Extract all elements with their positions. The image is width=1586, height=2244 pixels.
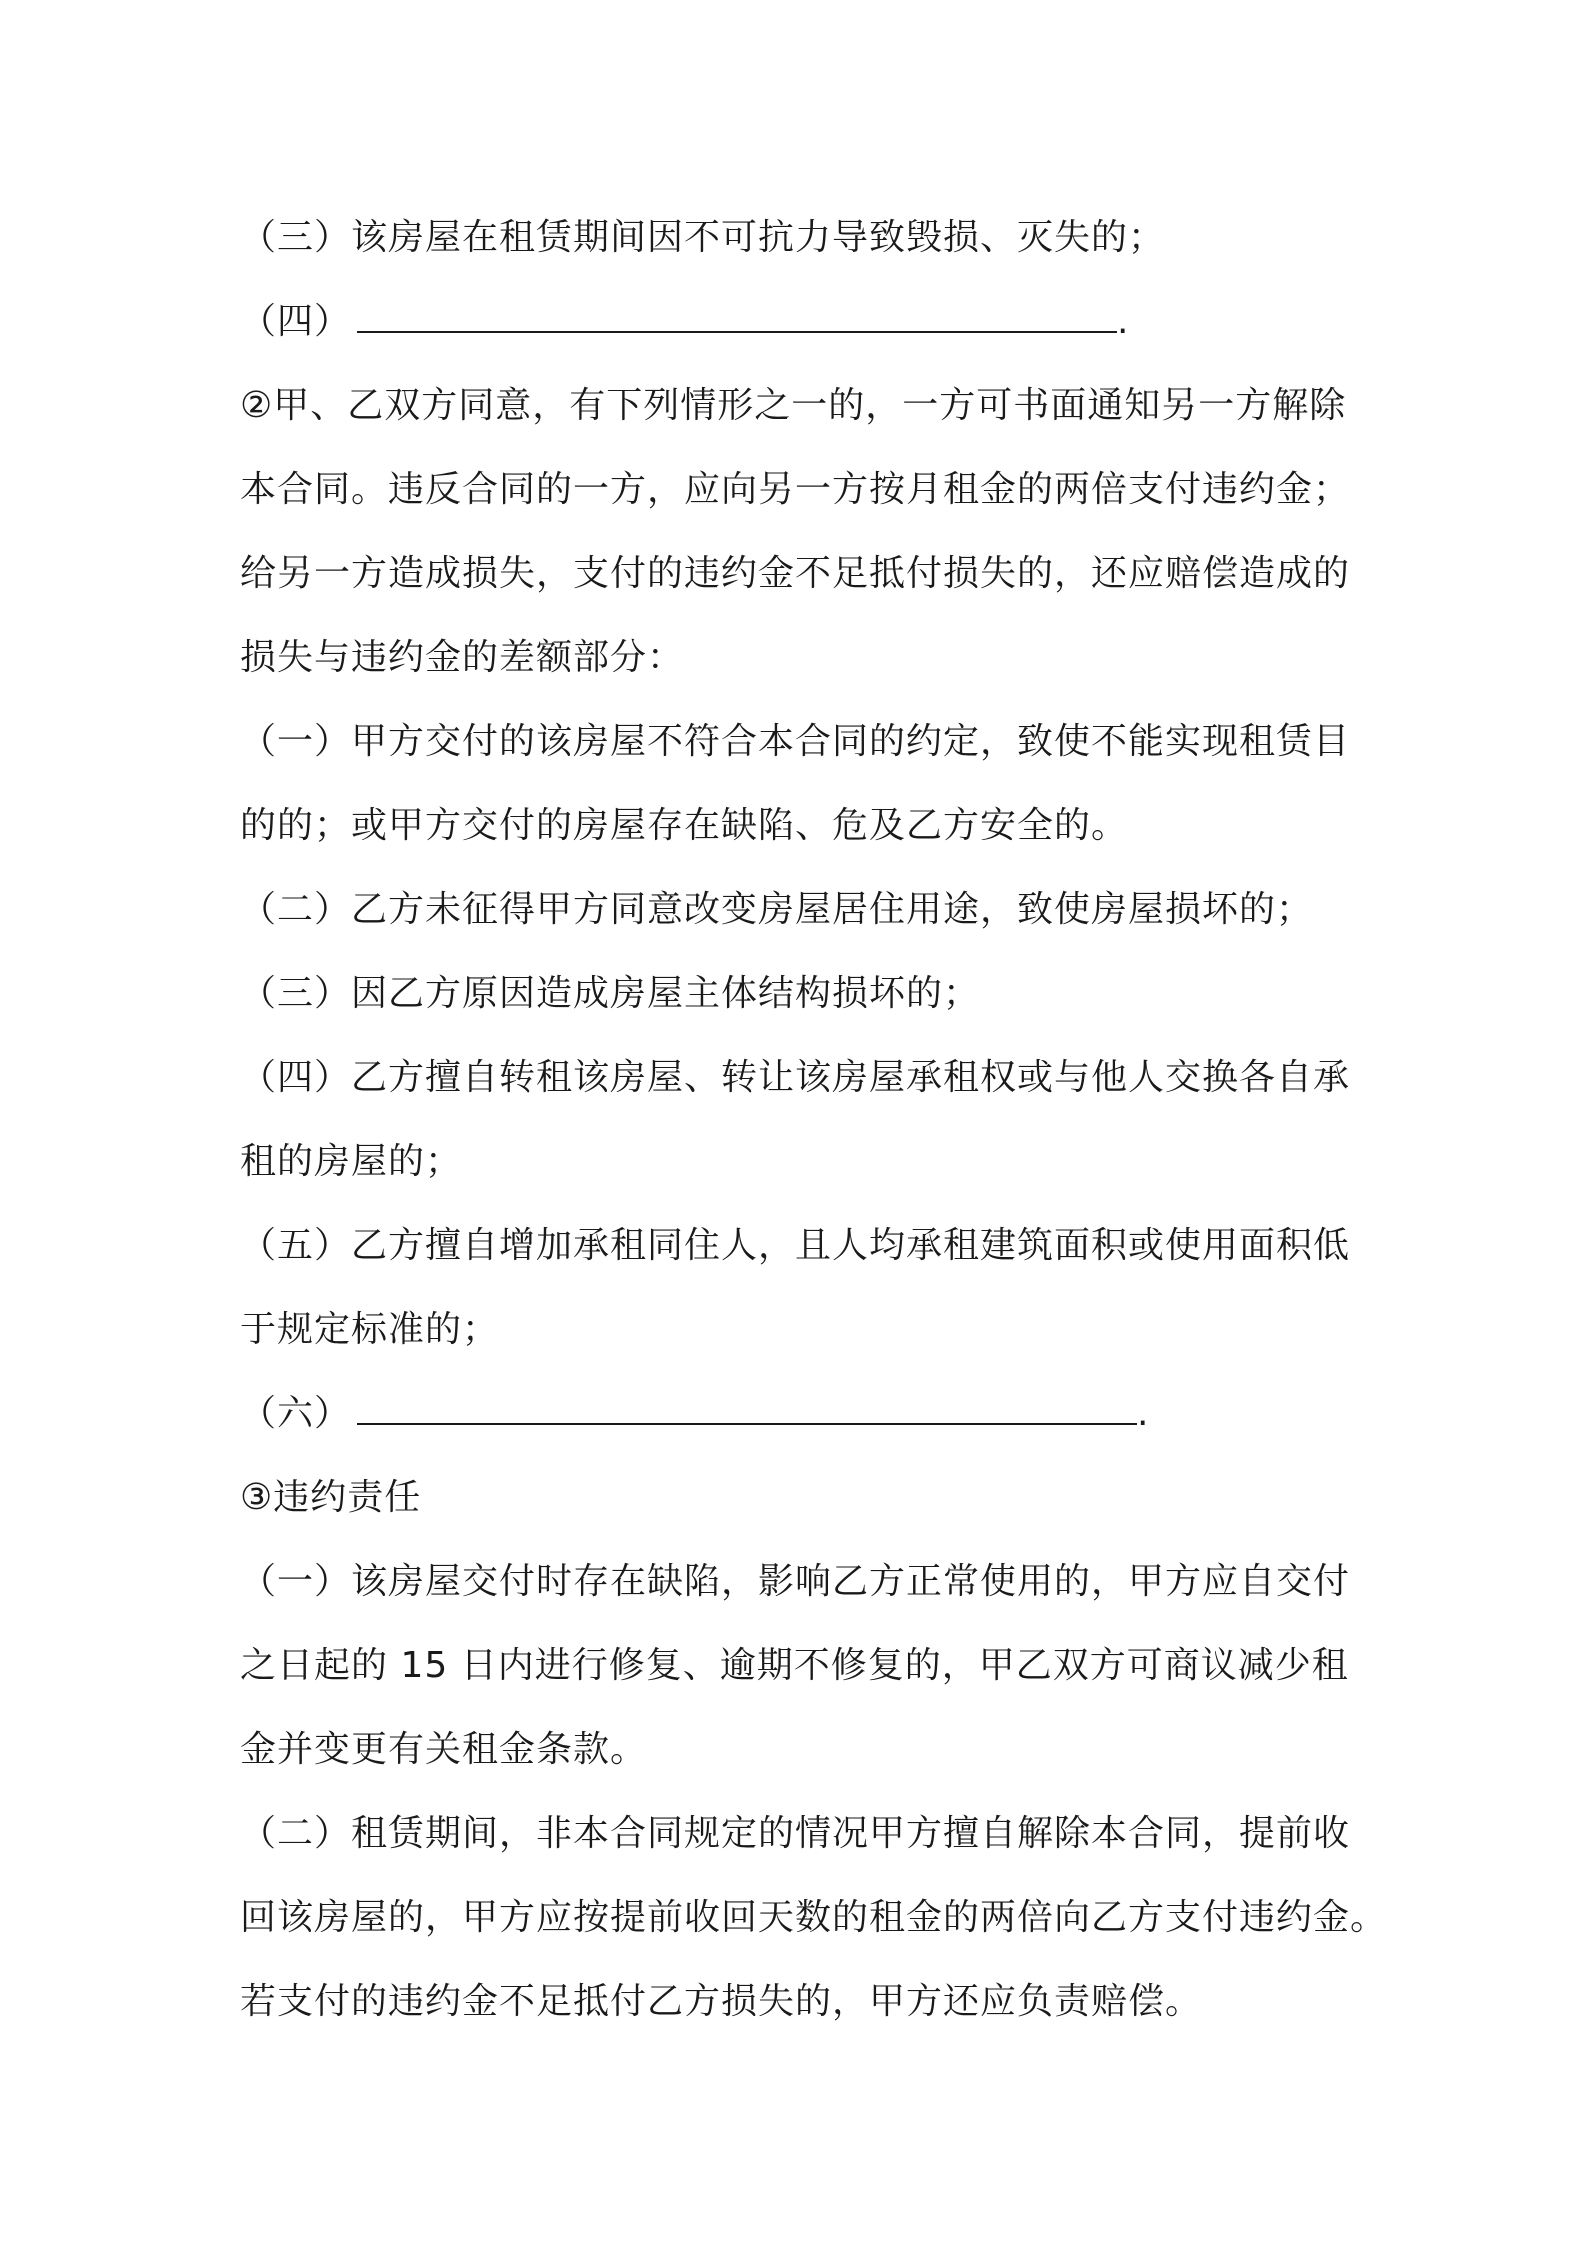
section-heading: ③违约责任	[240, 1477, 422, 1518]
document-body	[240, 196, 1388, 2044]
text-line: （二）乙方未征得甲方同意改变房屋居住用途，致使房屋损坏的；	[240, 889, 1314, 930]
text-line: 若支付的违约金不足抵付乙方损失的，甲方还应负责赔偿。	[240, 1981, 1203, 2022]
text-line: 损失与违约金的差额部分：	[240, 637, 685, 678]
text-line: 租的房屋的；	[240, 1141, 463, 1182]
text-line: （五）乙方擅自增加承租同住人，且人均承租建筑面积或使用面积低	[240, 1225, 1351, 1266]
text-line: （一）甲方交付的该房屋不符合本合同的约定，致使不能实现租赁目	[240, 721, 1351, 762]
text-line: （三）该房屋在租赁期间因不可抗力导致毁损、灭失的；	[240, 217, 1166, 258]
text-line: （三）因乙方原因造成房屋主体结构损坏的；	[240, 973, 981, 1014]
blank-period: .	[1137, 1393, 1150, 1434]
text-line: 给另一方造成损失，支付的违约金不足抵付损失的，还应赔偿造成的	[240, 553, 1351, 594]
text-line: （四）乙方擅自转租该房屋、转让该房屋承租权或与他人交换各自承	[240, 1057, 1351, 1098]
text-line: 回该房屋的，甲方应按提前收回天数的租金的两倍向乙方支付违约金。	[240, 1897, 1388, 1938]
text-line: 金并变更有关租金条款。	[240, 1729, 648, 1770]
blank-period: .	[1117, 301, 1130, 342]
text-line: 于规定标准的；	[240, 1309, 500, 1350]
text-line-blank	[240, 280, 1360, 364]
fill-in-blank	[357, 1422, 1137, 1425]
text-line: （二）租赁期间，非本合同规定的情况甲方擅自解除本合同，提前收	[240, 1813, 1351, 1854]
text-line: ②甲、乙双方同意，有下列情形之一的，一方可书面通知另一方解除	[240, 385, 1347, 426]
fill-in-blank	[357, 330, 1117, 333]
text-line: 之日起的 15 日内进行修复、逾期不修复的，甲乙双方可商议减少租	[240, 1645, 1349, 1686]
blank-label: （六）	[240, 1393, 352, 1434]
text-line: 的的；或甲方交付的房屋存在缺陷、危及乙方安全的。	[240, 805, 1129, 846]
text-line-blank	[240, 1372, 1360, 1456]
text-line: （一）该房屋交付时存在缺陷，影响乙方正常使用的，甲方应自交付	[240, 1561, 1351, 1602]
text-line: 本合同。违反合同的一方，应向另一方按月租金的两倍支付违约金；	[240, 469, 1351, 510]
blank-label: （四）	[240, 301, 352, 342]
